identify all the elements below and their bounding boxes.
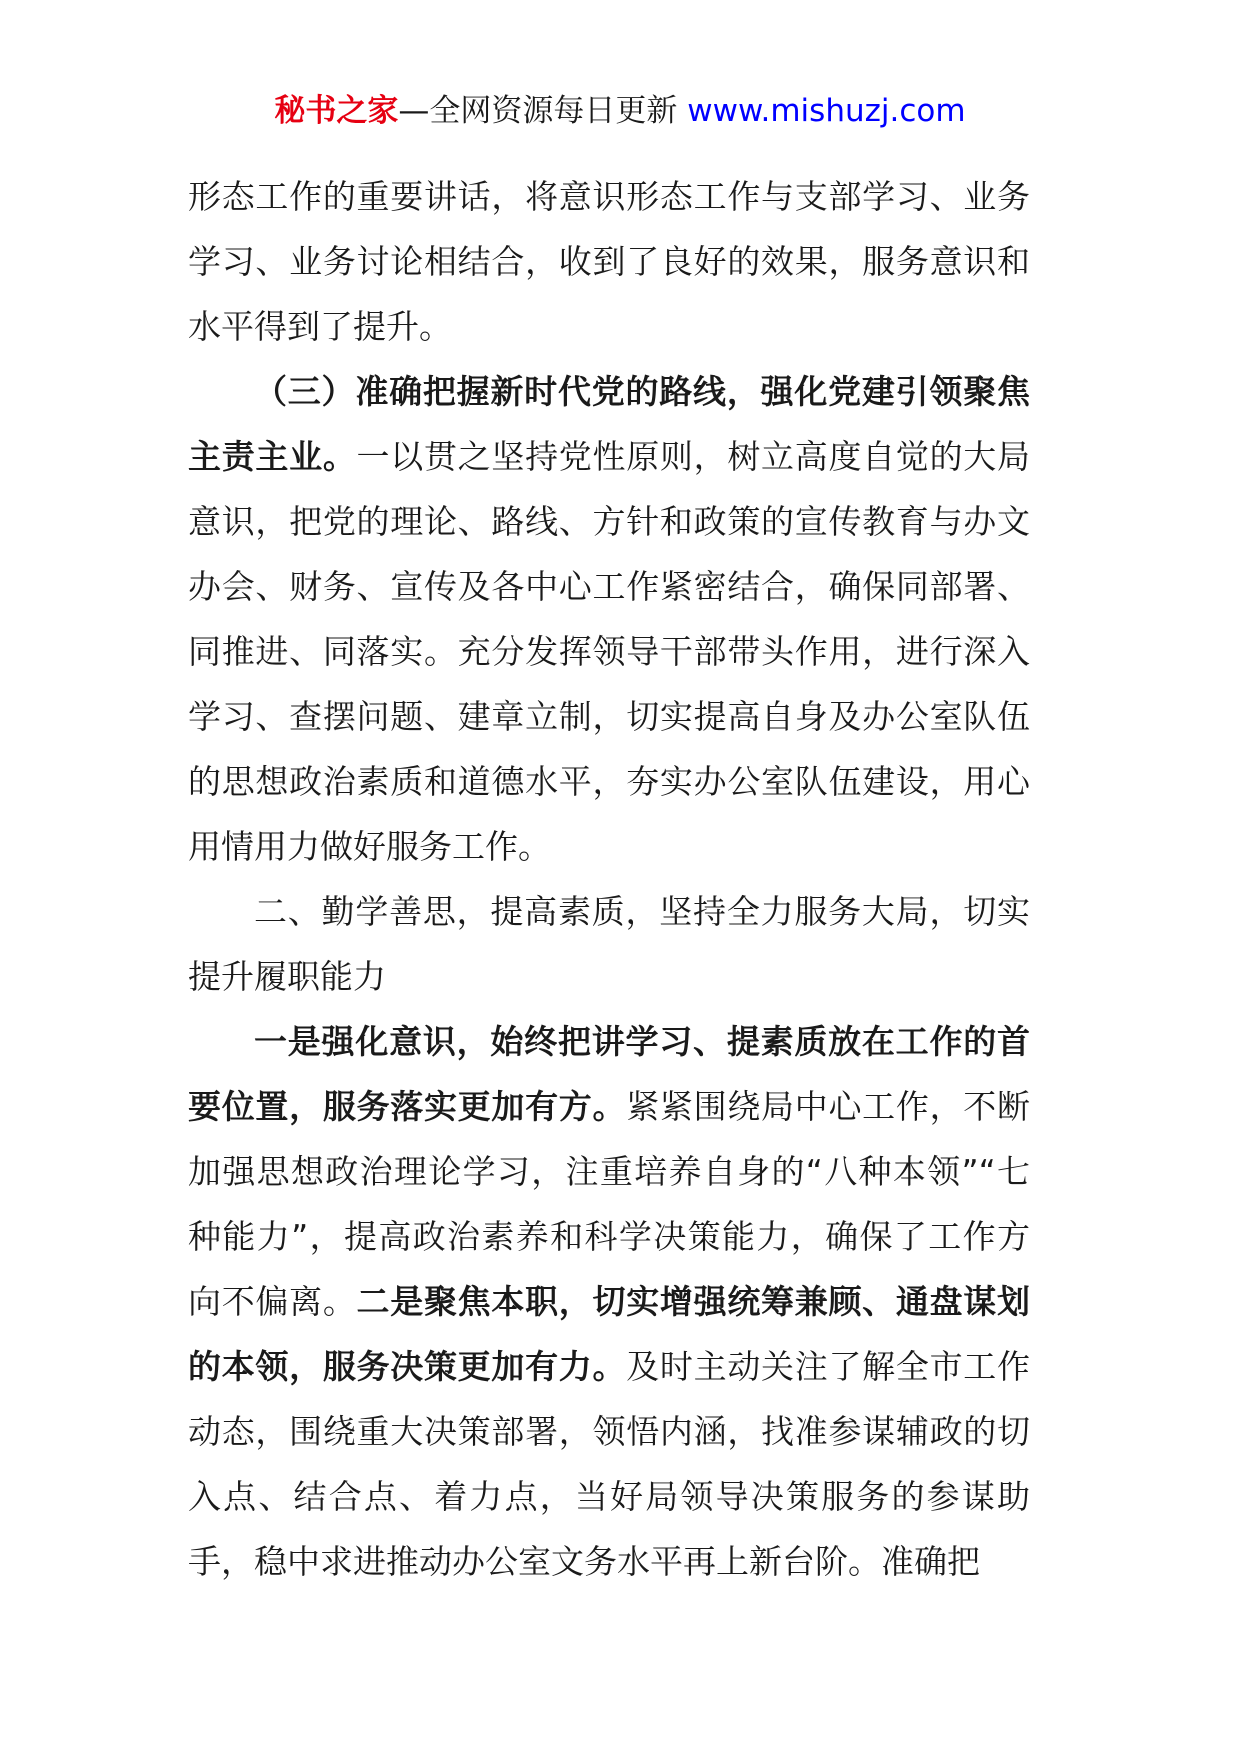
paragraph-4-point-1-heading: 一是强化意识，始终把讲学习、提素质放在工作的首要位置，服务落实更加有方。 [188,1022,1030,1126]
paragraph-1: 形态工作的重要讲话，将意识形态工作与支部学习、业务学习、业务讨论相结合，收到了良好的效果，服务意识和水平得到了提升。 [188,177,1030,346]
paragraph-4 [188,1009,1030,1594]
header-brand: 秘书之家 [274,93,399,129]
paragraph-2 [188,359,1030,879]
section-heading-2: 二、勤学善思，提高素质，坚持全力服务大局，切实提升履职能力 [188,892,1030,996]
document-body [188,164,1030,1594]
paragraph-2-heading: （三）准确把握新时代党的路线，强化党建引领聚焦主责主业。 [188,372,1030,476]
paragraph-4-point-2-text: 及时主动关注了解全市工作动态，围绕重大决策部署，领悟内涵，找准参谋辅政的切入点、结合点、着力点，当好局领导决策服务的参谋助手，稳中求进推动办公室文务水平再上新台阶。准确把 [188,1347,1031,1581]
header-tagline: —全网资源每日更新 [398,93,678,129]
paragraph-4-point-2-heading: 二是聚焦本职，切实增强统筹兼顾、通盘谋划的本领，服务决策更加有力。 [188,1282,1031,1386]
paragraph-2-text: 一以贯之坚持党性原则，树立高度自觉的大局意识，把党的理论、路线、方针和政策的宣传教育与办文办会、财务、宣传及各中心工作紧密结合，确保同部署、同推进、同落实。充分发挥领导干部带头作用，进行深入学习、查摆问题、建章立制，切实提高自身及办公室队伍的思想政治素质和道德水平，夯实办公室队伍建设，用心用情用力做好服务工作。 [188,437,1031,866]
paragraph-4-point-1-text: 紧紧围绕局中心工作，不断加强思想政治理论学习，注重培养自身的“八种本领”“七种能力”，提高政治素养和科学决策能力，确保了工作方向不偏离。 [188,1087,1031,1321]
header-site-url[interactable]: www.mishuzj.com [687,93,966,129]
page-header [0,88,1240,134]
